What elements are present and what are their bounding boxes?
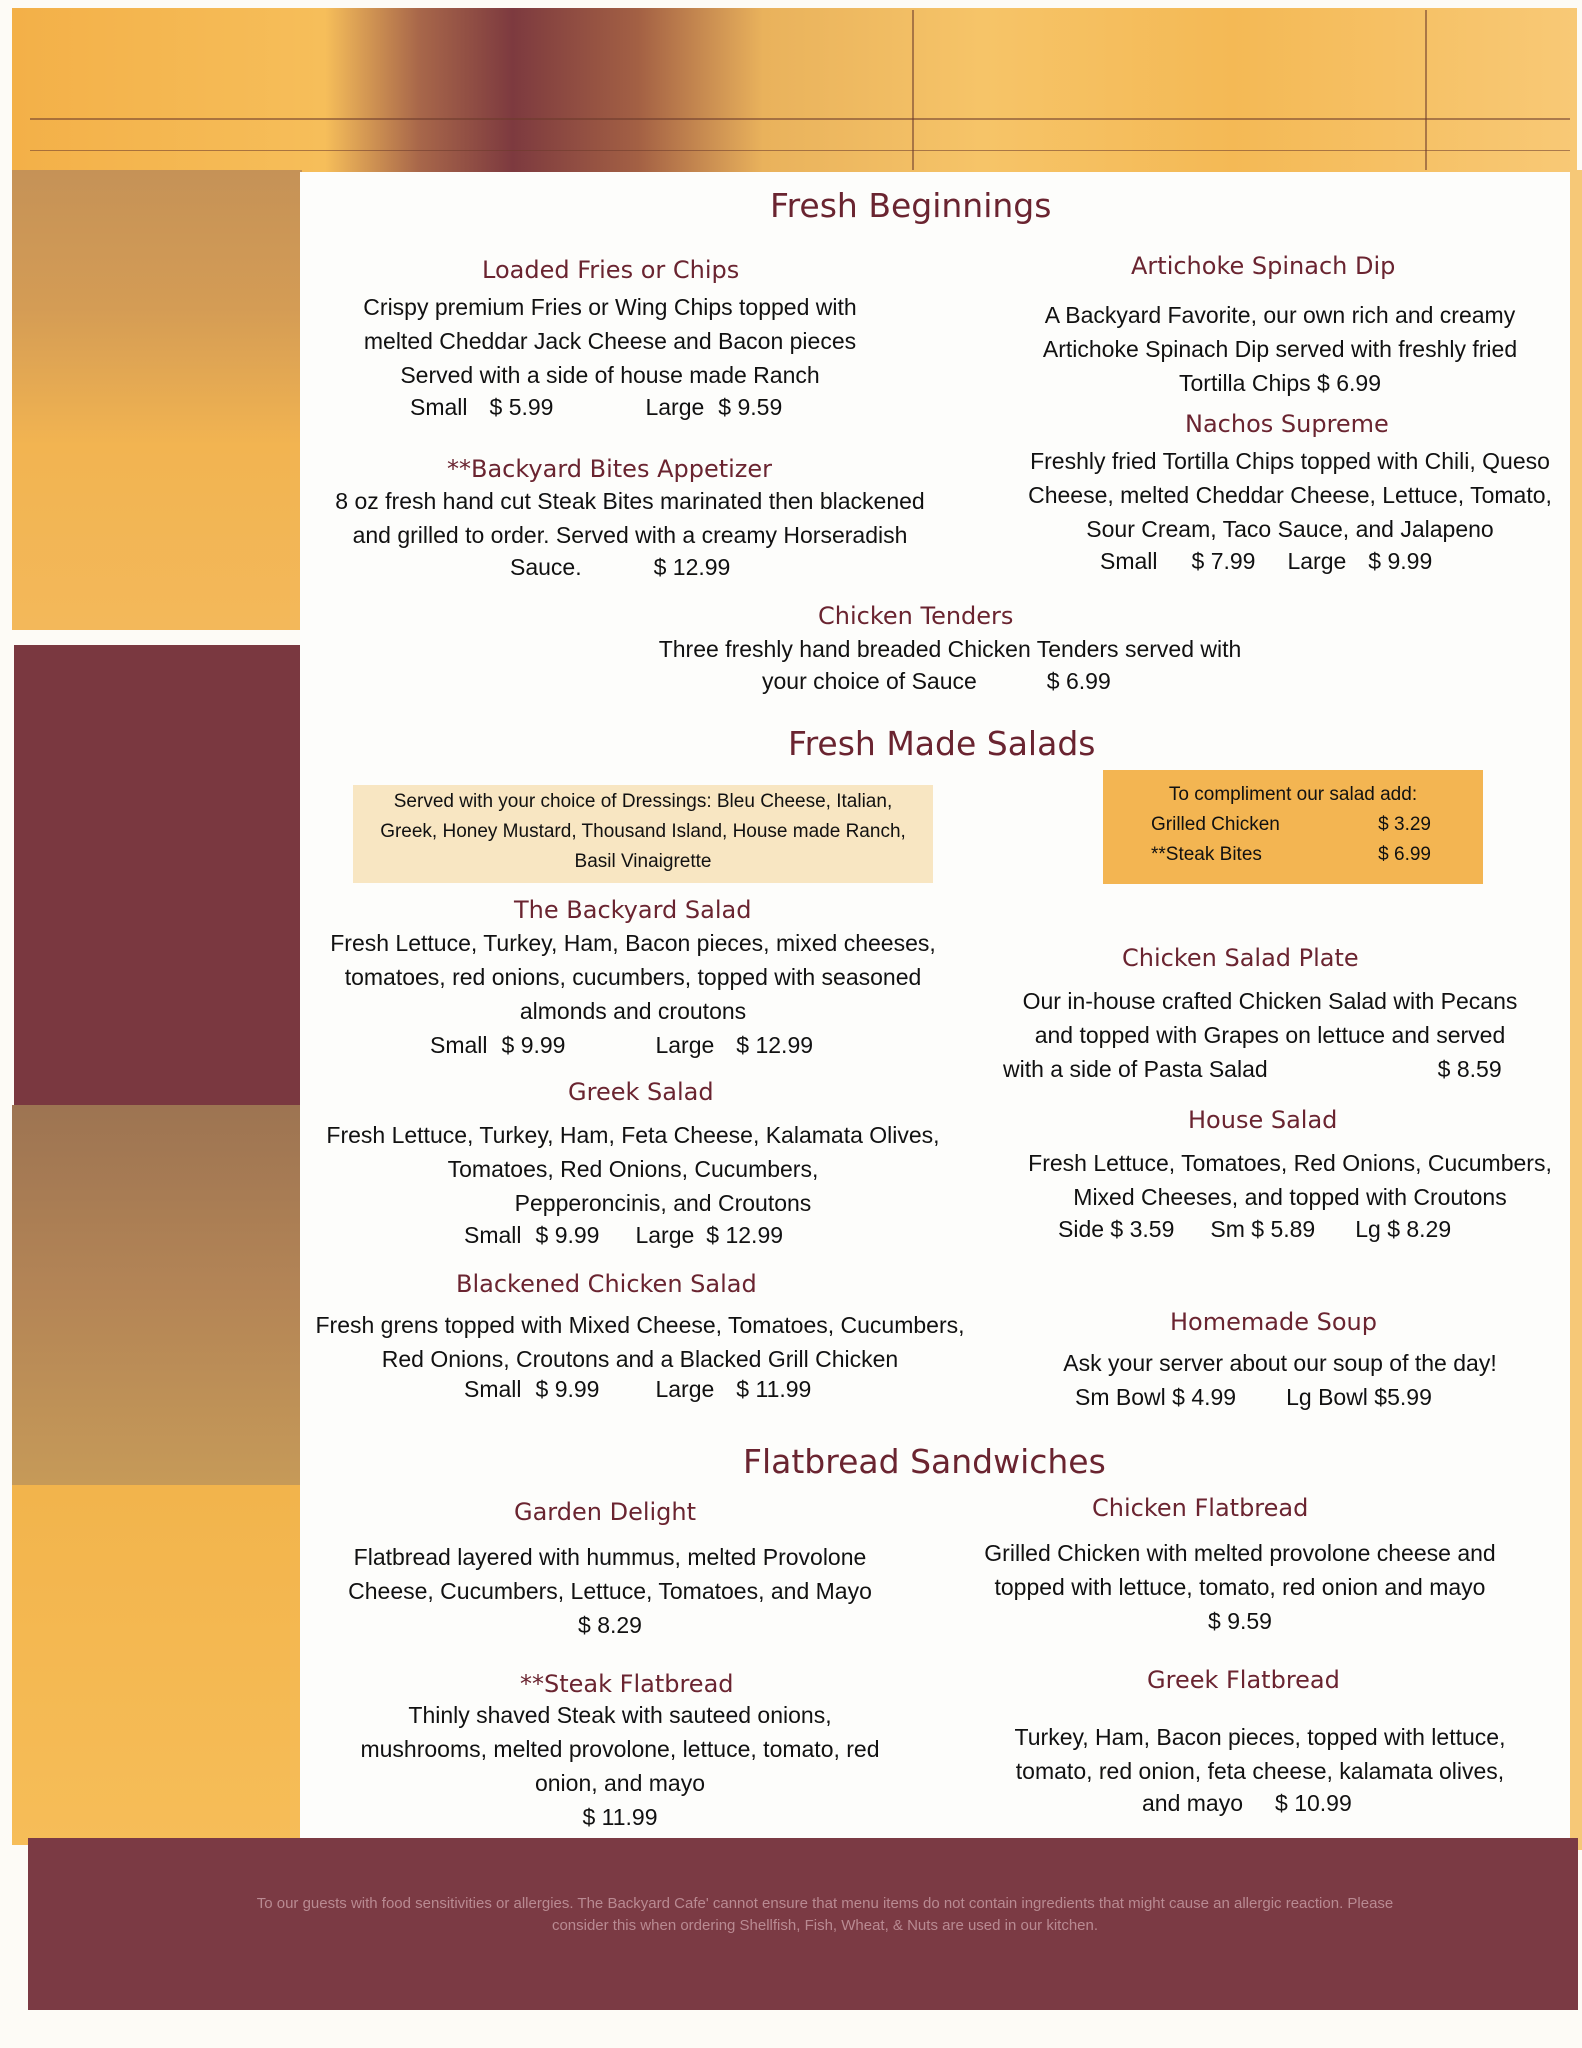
- item-description-garden-delight: Flatbread layered with hummus, melted Provolone Cheese, Cucumbers, Lettuce, Tomatoes, and Mayo $ 8.29: [348, 1544, 872, 1638]
- item-description-chicken-tenders: Three freshly hand breaded Chicken Tenders served with: [658, 636, 1242, 662]
- item-title-loaded-fries: Loaded Fries or Chips: [482, 256, 740, 284]
- price-row-backyard-bites: Sauce. $ 12.99: [510, 554, 731, 580]
- section-title-flatbread: Flatbread Sandwiches: [743, 1442, 1106, 1481]
- decorative-left-block: [12, 1485, 312, 1845]
- decorative-line: [912, 10, 914, 170]
- item-description-chicken-flatbread: Grilled Chicken with melted provolone cheese and topped with lettuce, tomato, red onion and mayo $ 9.59: [984, 1540, 1496, 1634]
- decorative-line: [30, 150, 1570, 151]
- item-description-loaded-fries: Crispy premium Fries or Wing Chips topped with melted Cheddar Jack Cheese and Bacon pieces Served with a side of house made Ranch: [363, 294, 857, 388]
- item-title-nachos: Nachos Supreme: [1185, 410, 1389, 438]
- item-description-chicken-salad-plate: Our in-house crafted Chicken Salad with Pecans and topped with Grapes on lettuce and served: [1022, 988, 1518, 1048]
- item-title-chicken-flatbread: Chicken Flatbread: [1092, 1494, 1309, 1522]
- item-description-backyard-bites: 8 oz fresh hand cut Steak Bites marinated then blackened and grilled to order. Served with a creamy Horseradish: [335, 488, 925, 548]
- item-description-house-salad: Fresh Lettuce, Tomatoes, Red Onions, Cucumbers, Mixed Cheeses, and topped with Croutons: [1028, 1150, 1552, 1210]
- price-row-blackened-chicken-salad: Small $ 9.99 Large $ 11.99: [464, 1376, 812, 1402]
- price-row-loaded-fries: Small $ 5.99 Large $ 9.59: [410, 394, 783, 420]
- decorative-left-block: [12, 170, 302, 630]
- price-row-backyard-salad: Small $ 9.99 Large $ 12.99: [430, 1032, 814, 1058]
- decorative-left-block: [12, 1105, 302, 1485]
- price-row-homemade-soup: Sm Bowl $ 4.99 Lg Bowl $5.99: [1075, 1384, 1432, 1410]
- section-title-salads: Fresh Made Salads: [788, 724, 1096, 763]
- decorative-top-band: [12, 8, 1577, 173]
- item-title-house-salad: House Salad: [1188, 1106, 1338, 1134]
- item-description-homemade-soup: Ask your server about our soup of the day!: [1063, 1350, 1497, 1376]
- item-title-chicken-tenders: Chicken Tenders: [818, 602, 1014, 630]
- item-title-backyard-salad: The Backyard Salad: [514, 896, 752, 924]
- item-title-artichoke-dip: Artichoke Spinach Dip: [1131, 252, 1396, 280]
- price-row-nachos: Small $ 7.99 Large $ 9.99: [1100, 548, 1433, 574]
- item-description-backyard-salad: Fresh Lettuce, Turkey, Ham, Bacon pieces, mixed cheeses, tomatoes, red onions, cucumbers, topped with seasoned almonds and croutons: [330, 930, 936, 1024]
- price-row-chicken-tenders: your choice of Sauce $ 6.99: [762, 668, 1111, 694]
- addon-row: **Steak Bites $ 6.99: [1151, 844, 1431, 865]
- dressings-box: Served with your choice of Dressings: Bleu Cheese, Italian, Greek, Honey Mustard, Thousand Island, House made Ranch, Basil Vinaigrette: [353, 785, 933, 883]
- item-title-blackened-chicken-salad: Blackened Chicken Salad: [456, 1270, 757, 1298]
- price-row-greek-salad: Small $ 9.99 Large $ 12.99: [464, 1222, 784, 1248]
- item-title-homemade-soup: Homemade Soup: [1170, 1308, 1377, 1336]
- item-description-greek-flatbread: Turkey, Ham, Bacon pieces, topped with lettuce, tomato, red onion, feta cheese, kalamata olives,: [1014, 1724, 1506, 1784]
- item-title-greek-salad: Greek Salad: [568, 1078, 714, 1106]
- price-row-house-salad: Side $ 3.59 Sm $ 5.89 Lg $ 8.29: [1058, 1216, 1452, 1242]
- decorative-left-block: [14, 645, 306, 1105]
- item-description-greek-salad: Fresh Lettuce, Turkey, Ham, Feta Cheese, Kalamata Olives, Tomatoes, Red Onions, Cucumbers, Pepperoncinis, and Croutons: [326, 1122, 940, 1216]
- item-title-garden-delight: Garden Delight: [514, 1498, 697, 1526]
- decorative-line: [1425, 10, 1427, 170]
- price-row-chicken-salad-plate: with a side of Pasta Salad $ 8.59: [1003, 1056, 1502, 1082]
- item-title-chicken-salad-plate: Chicken Salad Plate: [1122, 944, 1359, 972]
- item-description-steak-flatbread: Thinly shaved Steak with sauteed onions, mushrooms, melted provolone, lettuce, tomato, red onion, and mayo $ 11.99: [360, 1702, 880, 1830]
- item-title-greek-flatbread: Greek Flatbread: [1147, 1666, 1340, 1694]
- section-title-beginnings: Fresh Beginnings: [770, 186, 1052, 225]
- salad-addons-box: To compliment our salad add: Grilled Chicken $ 3.29 **Steak Bites $ 6.99: [1103, 770, 1483, 884]
- item-description-blackened-chicken-salad: Fresh grens topped with Mixed Cheese, Tomatoes, Cucumbers, Red Onions, Croutons and a Blacked Grill Chicken: [315, 1312, 965, 1372]
- decorative-line: [30, 118, 1570, 120]
- addon-row: Grilled Chicken $ 3.29: [1151, 814, 1431, 835]
- item-title-backyard-bites: **Backyard Bites Appetizer: [447, 455, 773, 483]
- item-description-artichoke-dip: A Backyard Favorite, our own rich and creamy Artichoke Spinach Dip served with freshly fried Tortilla Chips $ 6.99: [1042, 302, 1518, 396]
- allergy-notice: To our guests with food sensitivities or allergies. The Backyard Cafe' cannot ensure that menu items do not contain ingredients that might cause an allergic reaction. Please consider this when ordering Shellfish, Fish, Wheat, & Nuts are used in our kitchen.: [256, 1895, 1394, 1934]
- price-row-greek-flatbread: and mayo $ 10.99: [1142, 1790, 1352, 1816]
- item-title-steak-flatbread: **Steak Flatbread: [520, 1670, 734, 1698]
- item-description-nachos: Freshly fried Tortilla Chips topped with Chili, Queso Cheese, melted Cheddar Cheese, Lettuce, Tomato, Sour Cream, Taco Sauce, and Jalapeno: [1028, 448, 1552, 542]
